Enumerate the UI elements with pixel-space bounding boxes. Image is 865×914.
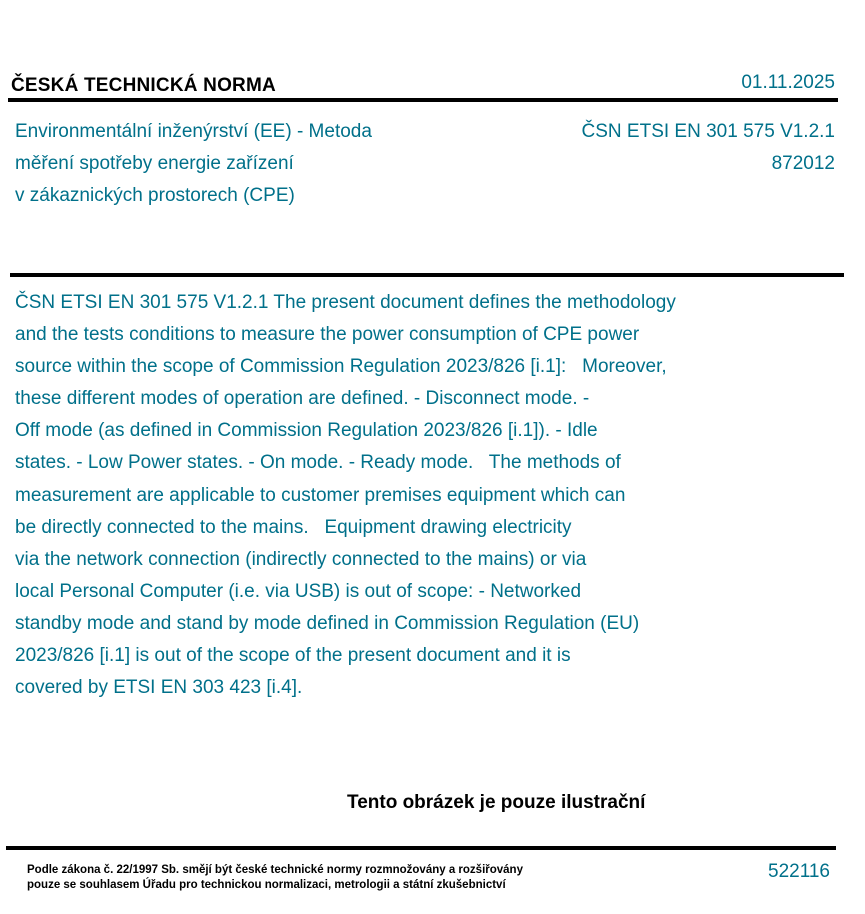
abstract-line: standby mode and stand by mode defined in Commission Regulation (EU)	[15, 612, 640, 634]
abstract-line: covered by ETSI EN 303 423 [i.4].	[15, 677, 303, 699]
standard-subject	[15, 116, 372, 212]
abstract-line: Off mode (as defined in Commission Regulation 2023/826 [i.1]). - Idle	[15, 420, 598, 442]
illustration-note: Tento obrázek je pouze ilustrační	[347, 792, 646, 813]
abstract-line: source within the scope of Commission Regulation 2023/826 [i.1]: Moreover,	[15, 356, 667, 378]
abstract-line: be directly connected to the mains. Equipment drawing electricity	[15, 516, 572, 538]
subject-line: v zákaznických prostorech (CPE)	[15, 185, 295, 206]
legal-line: pouze se souhlasem Úřadu pro technickou normalizaci, metrologii a státní zkušebnictví	[27, 879, 506, 891]
abstract-line: these different modes of operation are defined. - Disconnect mode. -	[15, 388, 590, 410]
abstract-line: measurement are applicable to customer premises equipment which can	[15, 484, 626, 506]
legal-notice	[27, 863, 523, 893]
abstract-line: local Personal Computer (i.e. via USB) is out of scope: - Networked	[15, 580, 582, 602]
subject-line: měření spotřeby energie zařízení	[15, 153, 294, 174]
legal-line: Podle zákona č. 22/1997 Sb. smějí být české technické normy rozmnožovány a rozšiřovány	[27, 864, 523, 876]
standard-designation: ČSN ETSI EN 301 575 V1.2.1	[581, 121, 835, 142]
abstract-line: via the network connection (indirectly connected to the mains) or via	[15, 548, 587, 570]
abstract-text	[15, 287, 676, 704]
subject-line: Environmentální inženýrství (EE) - Metoda	[15, 121, 372, 142]
footer-divider	[6, 846, 836, 850]
abstract-line: 2023/826 [i.1] is out of the scope of the present document and it is	[15, 645, 571, 667]
document-type-title: ČESKÁ TECHNICKÁ NORMA	[11, 75, 276, 96]
standard-codes	[582, 116, 835, 180]
issue-date: 01.11.2025	[741, 72, 835, 93]
footer-code: 522116	[768, 861, 830, 882]
abstract-line: and the tests conditions to measure the power consumption of CPE power	[15, 324, 640, 346]
abstract-line: states. - Low Power states. - On mode. - Ready mode. The methods of	[15, 452, 621, 474]
section-divider	[10, 273, 844, 277]
classification-code: 872012	[771, 153, 835, 174]
header-divider	[8, 98, 838, 102]
abstract-line: ČSN ETSI EN 301 575 V1.2.1 The present document defines the methodology	[15, 292, 676, 313]
